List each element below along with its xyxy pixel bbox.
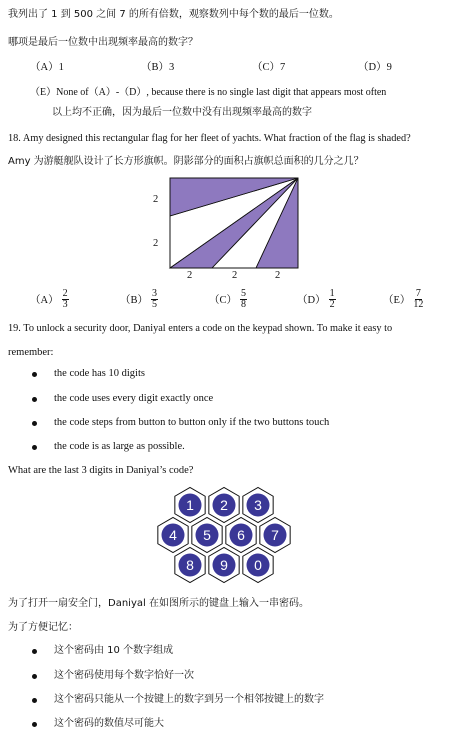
bullet-dot <box>32 397 37 402</box>
q18-option-d: （D） $\frac{1}{2}$ <box>297 288 335 310</box>
bullet-dot <box>32 372 37 377</box>
q19-cn-condition-2: 这个密码使用每个数字恰好一次 <box>54 670 194 681</box>
bullet-dot <box>32 698 37 703</box>
keypad-digit-1: 1 <box>186 497 194 513</box>
intro-choice-e: （E）None of（A）-（D）, because there is no single last digit that appears most often <box>30 87 387 98</box>
bullet-dot <box>32 445 37 450</box>
keypad-digit-4: 4 <box>169 527 177 543</box>
intro-line-2: 哪项是最后一位数中出现频率最高的数字？ <box>8 37 198 48</box>
q18-option-e: （E） $\frac{7}{12}$ <box>383 288 424 310</box>
intro-choice-a: （A）1 <box>30 62 64 73</box>
q19-question: What are the last 3 digits in Daniyal’s code? <box>8 465 194 476</box>
q18-option-c: （C） $\frac{5}{8}$ <box>209 288 247 310</box>
q18-text-en: 18. Amy designed this rectangular flag for her fleet of yachts. What fraction of the flag is shaded? <box>8 133 411 144</box>
flag-side-label-bottom: 2 <box>153 238 159 249</box>
bullet-dot <box>32 674 37 679</box>
q19-condition-2: the code uses every digit exactly once <box>54 393 214 404</box>
keypad-digit-5: 5 <box>203 527 211 543</box>
bullet-dot <box>32 722 37 727</box>
intro-choice-b: （B）3 <box>141 62 175 73</box>
bullet-dot <box>32 421 37 426</box>
flag-bottom-label-2: 2 <box>232 270 238 281</box>
q18-text-cn: Amy 为游艇舰队设计了长方形旗帜。阴影部分的面积占旗帜总面积的几分之几？ <box>8 156 364 167</box>
q19-condition-3: the code steps from button to button only if the two buttons touch <box>54 417 330 428</box>
flag-diagram <box>150 176 310 286</box>
q19-cn-line-1: 为了打开一扇安全门，Daniyal 在如图所示的键盘上输入一串密码。 <box>8 598 309 609</box>
intro-choice-d: （D）9 <box>358 62 392 73</box>
intro-line-1: 我列出了 1 到 500 之间 7 的所有倍数，观察数列中每个数的最后一位数。 <box>8 9 339 20</box>
q18-option-b: （B） $\frac{3}{5}$ <box>120 288 158 310</box>
flag-side-label-top: 2 <box>153 194 159 205</box>
intro-choice-e-cn: 以上均不正确，因为最后一位数中没有出现频率最高的数字 <box>52 107 312 118</box>
keypad-digit-0: 0 <box>254 557 262 573</box>
q18-option-a: （A） $\frac{2}{3}$ <box>30 288 68 310</box>
intro-choice-c: （C）7 <box>252 62 286 73</box>
keypad-digit-2: 2 <box>220 497 228 513</box>
bullet-dot <box>32 649 37 654</box>
keypad-digit-7: 7 <box>271 527 279 543</box>
q19-cn-condition-3: 这个密码只能从一个按键上的数字到另一个相邻按键上的数字 <box>54 694 324 705</box>
q19-cn-line-2: 为了方便记忆： <box>8 622 78 633</box>
q19-text-line-1: 19. To unlock a security door, Daniyal enters a code on the keypad shown. To make it easy to <box>8 323 393 334</box>
flag-bottom-label-3: 2 <box>275 270 281 281</box>
keypad-digit-3: 3 <box>254 497 262 513</box>
keypad-digit-9: 9 <box>220 557 228 573</box>
hexagon-keypad <box>152 485 312 585</box>
keypad-digit-6: 6 <box>237 527 245 543</box>
keypad-digit-8: 8 <box>186 557 194 573</box>
q19-text-line-2: remember: <box>8 347 54 358</box>
flag-bottom-label-1: 2 <box>187 270 193 281</box>
q19-condition-4: the code is as large as possible. <box>54 441 185 452</box>
q19-cn-condition-1: 这个密码由 10 个数字组成 <box>54 645 174 656</box>
q19-cn-condition-4: 这个密码的数值尽可能大 <box>54 718 164 729</box>
q19-condition-1: the code has 10 digits <box>54 368 145 379</box>
